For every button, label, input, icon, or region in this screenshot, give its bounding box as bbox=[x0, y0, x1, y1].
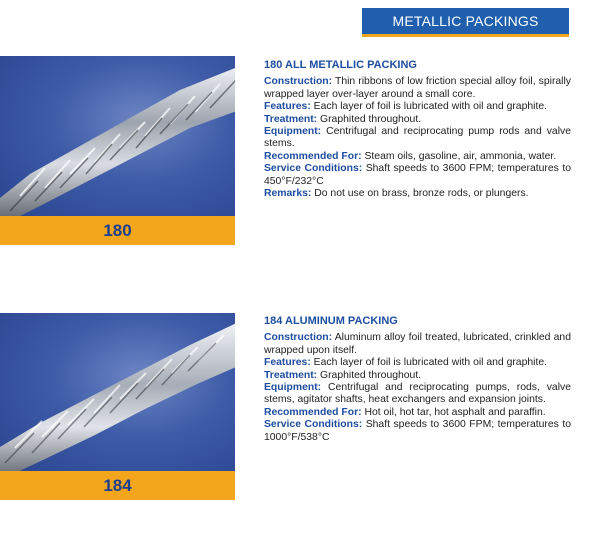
metallic-rope-image bbox=[0, 56, 235, 218]
spec-recommended: Recommended For: Steam oils, gasoline, air, ammonia, water. bbox=[264, 150, 557, 162]
product-title: 180 ALL METALLIC PACKING bbox=[264, 59, 417, 71]
spec-service-conditions: Service Conditions: Shaft speeds to 3600 FPM; temperatures to 1000°F/538°C bbox=[264, 419, 572, 443]
spec-features: Features: Each layer of foil is lubricated with oil and graphite. bbox=[264, 101, 548, 113]
spec-treatment: Treatment: Graphited throughout. bbox=[264, 113, 422, 125]
spec-construction: Construction: Aluminum alloy foil treated, lubricated, crinkled and wrapped upon itself. bbox=[264, 332, 571, 356]
model-number-180: 180 bbox=[0, 216, 235, 245]
spec-block-184 bbox=[264, 315, 571, 444]
section-header: METALLIC PACKINGS bbox=[362, 8, 569, 37]
spec-service-conditions: Service Conditions: Shaft speeds to 3600 FPM; temperatures to 450°F/232°C bbox=[264, 163, 572, 187]
product-title: 184 ALUMINUM PACKING bbox=[264, 315, 398, 327]
spec-recommended: Recommended For: Hot oil, hot tar, hot asphalt and paraffin. bbox=[264, 406, 546, 418]
spec-remarks: Remarks: Do not use on brass, bronze rods, or plungers. bbox=[264, 188, 529, 200]
spec-equipment: Equipment: Centrifugal and reciprocating pumps, rods, valve stems, agitator shafts, heat exchangers and expansion joints. bbox=[264, 382, 571, 406]
spec-construction: Construction: Thin ribbons of low friction special alloy foil, spirally wrapped layer over-layer around a small core. bbox=[264, 76, 571, 100]
product-photo-184 bbox=[0, 313, 235, 473]
spec-features: Features: Each layer of foil is lubricated with oil and graphite. bbox=[264, 357, 548, 369]
product-photo-180 bbox=[0, 56, 235, 218]
spec-block-180 bbox=[264, 59, 571, 200]
model-number-184: 184 bbox=[0, 471, 235, 500]
aluminum-rope-image bbox=[0, 313, 235, 473]
spec-treatment: Treatment: Graphited throughout. bbox=[264, 369, 422, 381]
spec-equipment: Equipment: Centrifugal and reciprocating pump rods and valve stems. bbox=[264, 126, 571, 150]
